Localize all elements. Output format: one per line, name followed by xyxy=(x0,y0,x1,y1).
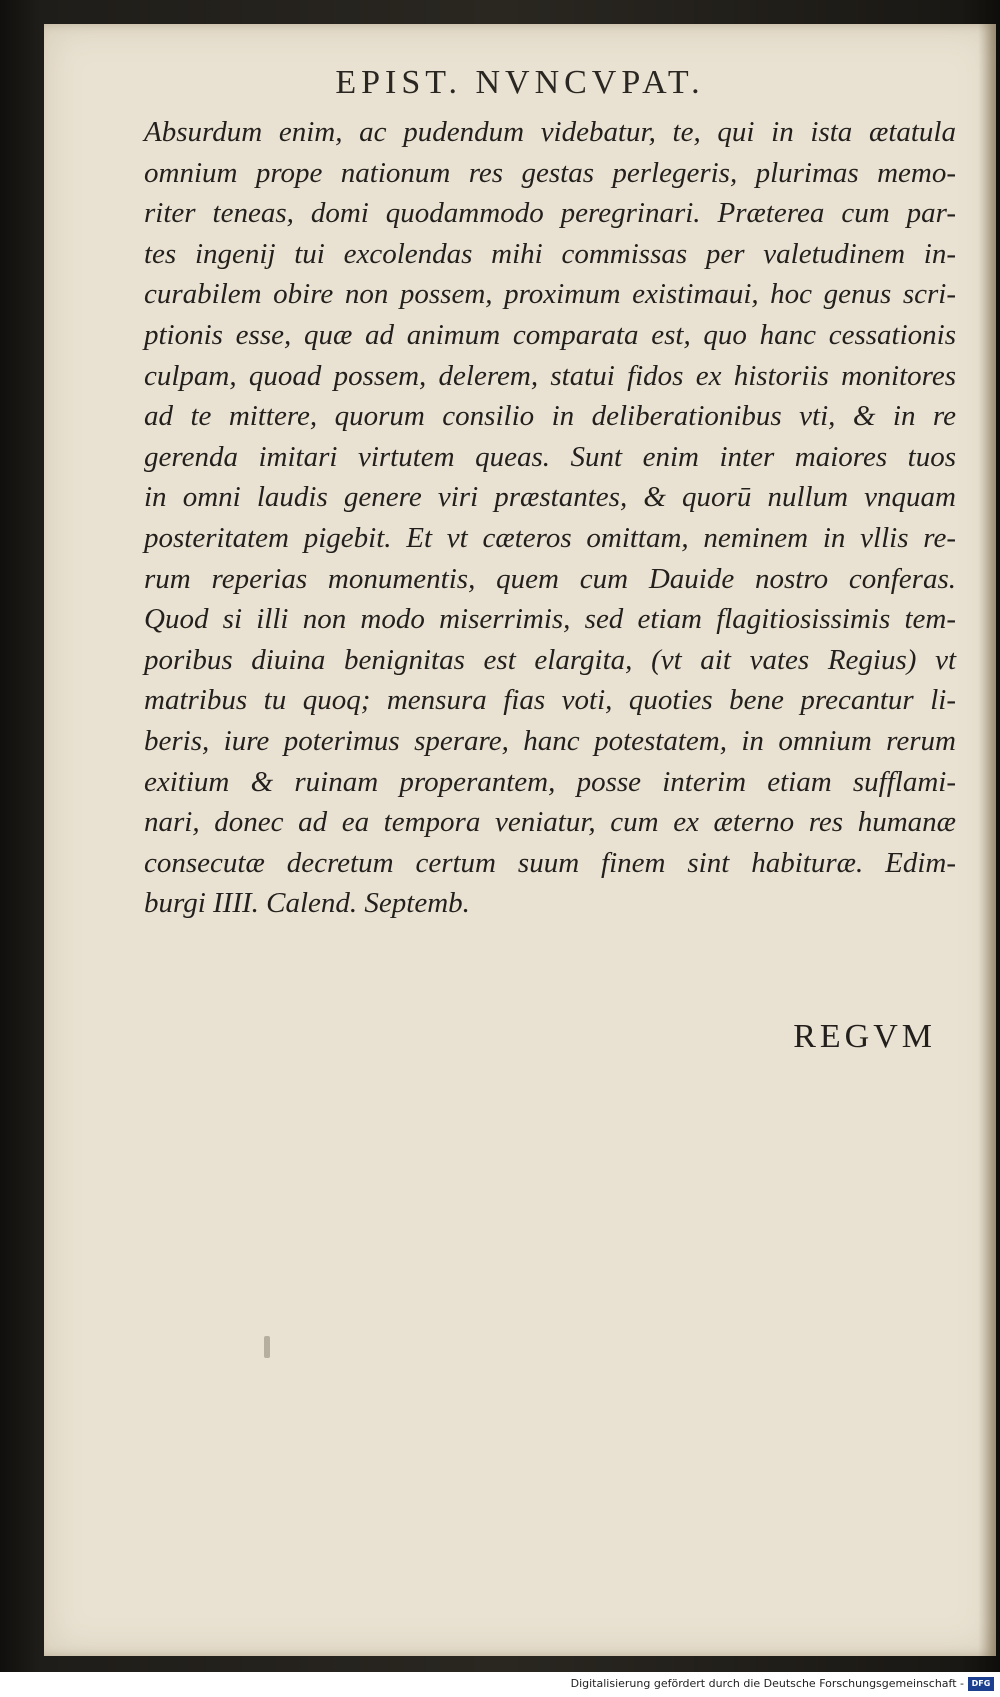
text-line: matribus tu quoq; mensura fias voti, quoties bene precantur li- xyxy=(144,684,956,717)
digitization-credit: Digitalisierung gefördert durch die Deutsche Forschungsgemeinschaft - xyxy=(570,1677,964,1690)
text-line: in omni laudis genere viri præstantes, & quorū nullum vnquam xyxy=(144,481,956,514)
text-line: ptionis esse, quæ ad animum comparata est, quo hanc cessationis xyxy=(144,318,956,351)
text-line: consecutæ decretum certum suum finem sint habituræ. Edim- xyxy=(144,846,956,879)
text-line: posteritatem pigebit. Et vt cæteros omittam, neminem in vllis re- xyxy=(144,521,956,554)
text-line: burgi IIII. Calend. Septemb. xyxy=(144,887,470,920)
text-line: nari, donec ad ea tempora veniatur, cum ex æterno res humanæ xyxy=(144,806,956,839)
page-spine-shadow xyxy=(978,24,996,1656)
text-line: culpam, quoad possem, delerem, statui fidos ex historiis monitores xyxy=(144,359,956,392)
text-line: rum reperias monumentis, quem cum Dauide nostro conferas. xyxy=(144,562,956,595)
text-line: Absurdum enim, ac pudendum videbatur, te, qui in ista ætatula xyxy=(144,116,956,148)
text-line: tes ingenij tui excolendas mihi commissas per valetudinem in- xyxy=(144,237,956,270)
text-line: ad te mittere, quorum consilio in deliberationibus vti, & in re xyxy=(144,400,956,433)
text-line: curabilem obire non possem, proximum existimaui, hoc genus scri- xyxy=(144,278,956,311)
text-line: exitium & ruinam properantem, posse interim etiam sufflami- xyxy=(144,765,956,798)
text-line: riter teneas, domi quodammodo peregrinari. Præterea cum par- xyxy=(144,197,956,230)
text-line: omnium prope nationum res gestas perlegeris, plurimas memo- xyxy=(144,156,956,189)
text-line: beris, iure poterimus sperare, hanc potestatem, in omnium rerum xyxy=(144,724,956,757)
dfg-logo-icon: DFG xyxy=(968,1677,994,1691)
paper-speck xyxy=(264,1336,270,1358)
running-head: EPIST. NVNCVPAT. xyxy=(335,64,705,101)
footer-bar xyxy=(0,1672,1000,1697)
catchword: REGVM xyxy=(793,1018,936,1055)
text-line: gerenda imitari virtutem queas. Sunt enim inter maiores tuos xyxy=(144,440,956,473)
text-line: poribus diuina benignitas est elargita, (vt ait vates Regius) vt xyxy=(144,643,956,676)
text-line: Quod si illi non modo miserrimis, sed etiam flagitiosissimis tem- xyxy=(144,603,956,636)
book-page xyxy=(44,24,996,1656)
body-text xyxy=(144,112,956,924)
